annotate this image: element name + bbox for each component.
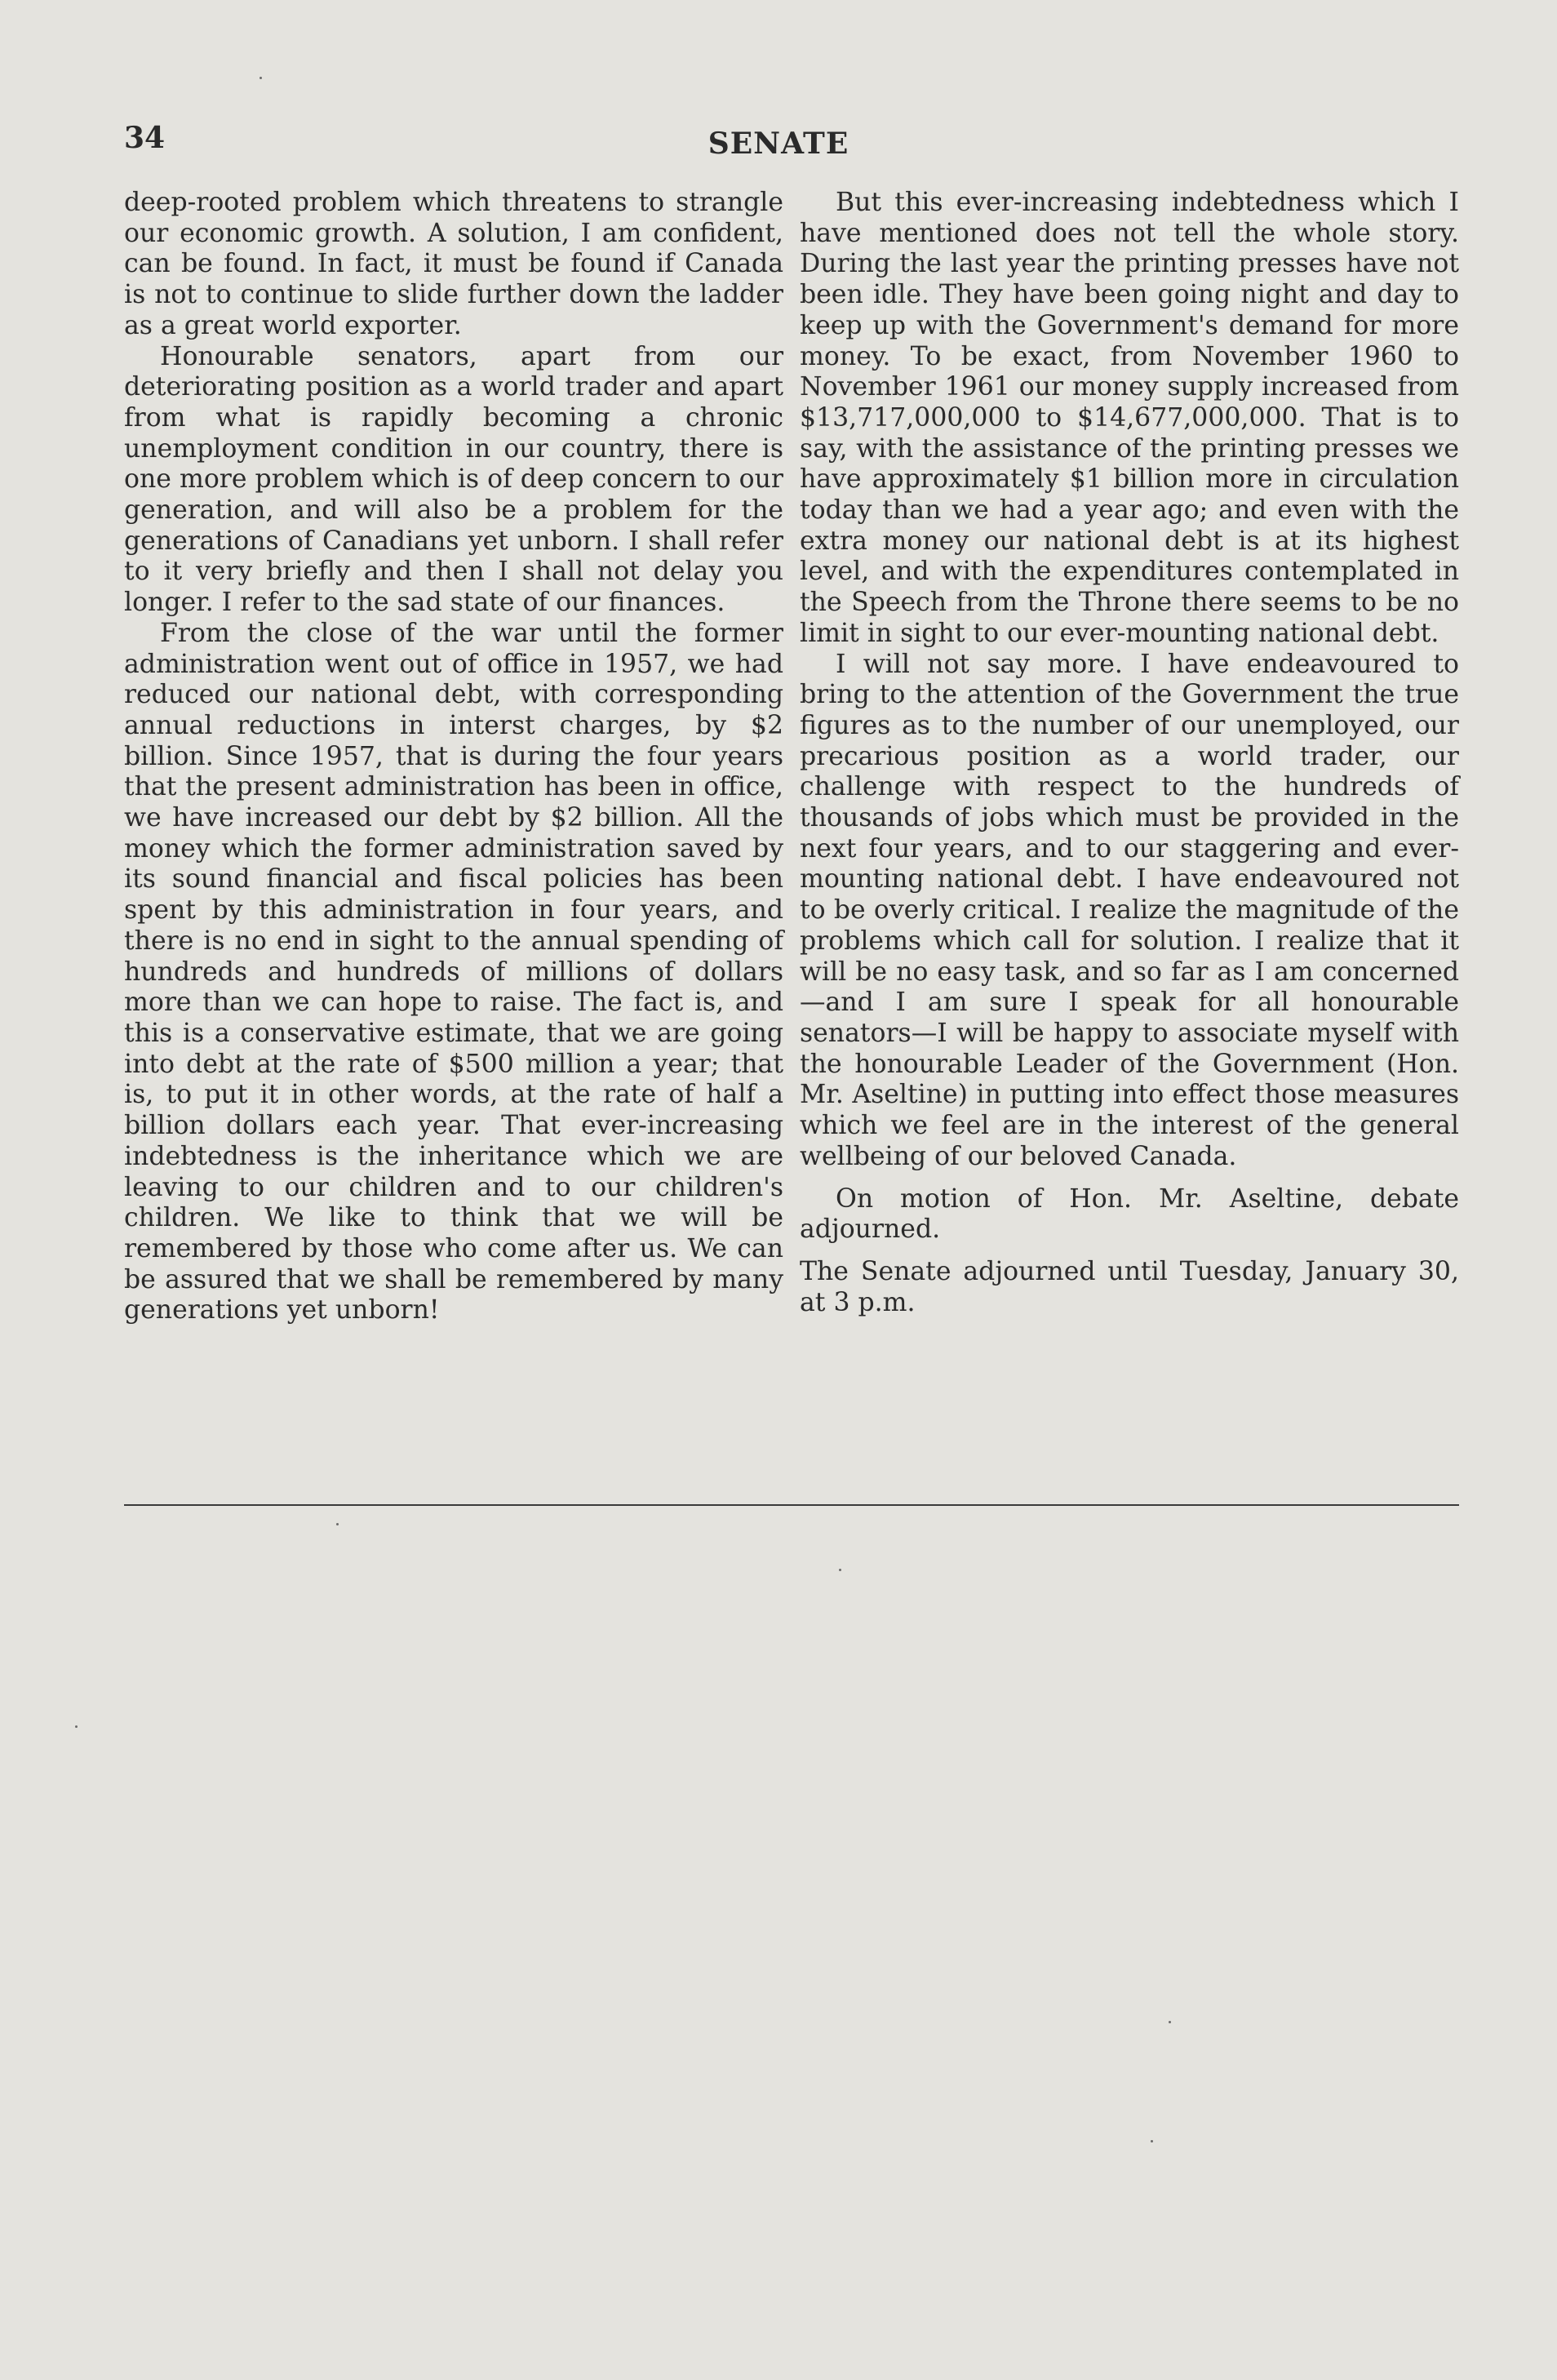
paragraph-adjournment: The Senate adjourned until Tuesday, January 30, at 3 p.m. <box>800 1256 1459 1317</box>
scan-speck <box>839 1569 841 1571</box>
paragraph-finances-intro: Honourable senators, apart from our deteriorating position as a world trader and apart from what is rapidly becoming a chronic unemployment condition in our country, there is one more problem which is of deep concern to our generation, and will also be a problem for the generations of Canadians yet unborn. I shall refer to it very briefly and then I shall not delay you longer. I refer to the sad state of our finances. <box>124 341 783 618</box>
scan-speck <box>1169 2021 1171 2023</box>
scan-speck <box>75 1725 78 1728</box>
left-column <box>124 188 783 1326</box>
right-column <box>800 188 1459 1318</box>
paragraph-conclusion: I will not say more. I have endeavoured to bring to the attention of the Government the true figures as to the number of our unemployed, our precarious position as a world trader, our challenge with respect to the hundreds of thousands of jobs which must be provided in the next four years, and to our staggering and ever-mounting national debt. I have endeavoured not to be overly critical. I realize the magnitude of the problems which call for solution. I realize that it will be no easy task, and so far as I am concerned—and I am sure I speak for all honourable senators—I will be happy to associate myself with the honourable Leader of the Government (Hon. Mr. Aseltine) in putting into effect those measures which we feel are in the interest of the general wellbeing of our beloved Canada. <box>800 649 1459 1171</box>
paragraph-continued: deep-rooted problem which threatens to strangle our economic growth. A solution, I am confident, can be found. In fact, it must be found if Canada is not to continue to slide further down the ladder as a great world exporter. <box>124 188 783 340</box>
paragraph-motion: On motion of Hon. Mr. Aseltine, debate adjourned. <box>800 1183 1459 1245</box>
scan-speck <box>1151 2140 1153 2142</box>
paragraph-national-debt: From the close of the war until the former administration went out of office in 1957, we had reduced our national debt, with corresponding annual reductions in interst charges, by $2 billion. Since 1957, that is during the four years that the present administration has been in office, we have increased our debt by $2 billion. All the money which the former administration saved by its sound financial and fiscal policies has been spent by this administration in four years, and there is no end in sight to the annual spending of hundreds and hundreds of millions of dollars more than we can hope to raise. The fact is, and this is a conservative estimate, that we are going into debt at the rate of $500 million a year; that is, to put it in other words, at the rate of half a billion dollars each year. That ever-increasing indebtedness is the inheritance which we are leaving to our children and to our children's children. We like to think that we will be remembered by those who come after us. We can be assured that we shall be remembered by many generations yet unborn! <box>124 618 783 1325</box>
bottom-rule <box>124 1504 1459 1506</box>
scan-speck <box>336 1523 339 1525</box>
page-number: 34 <box>124 121 166 155</box>
running-head-title: SENATE <box>708 127 849 161</box>
scan-speck <box>260 77 262 79</box>
paragraph-money-supply: But this ever-increasing indebtedness which I have mentioned does not tell the whole story. During the last year the printing presses have not been idle. They have been going night and day to keep up with the Government's demand for more money. To be exact, from November 1960 to November 1961 our money supply increased from $13,717,000,000 to $14,677,000,000. That is to say, with the assistance of the printing presses we have approximately $1 billion more in circulation today than we had a year ago; and even with the extra money our national debt is at its highest level, and with the expenditures contemplated in the Speech from the Throne there seems to be no limit in sight to our ever-mounting national debt. <box>800 188 1459 648</box>
